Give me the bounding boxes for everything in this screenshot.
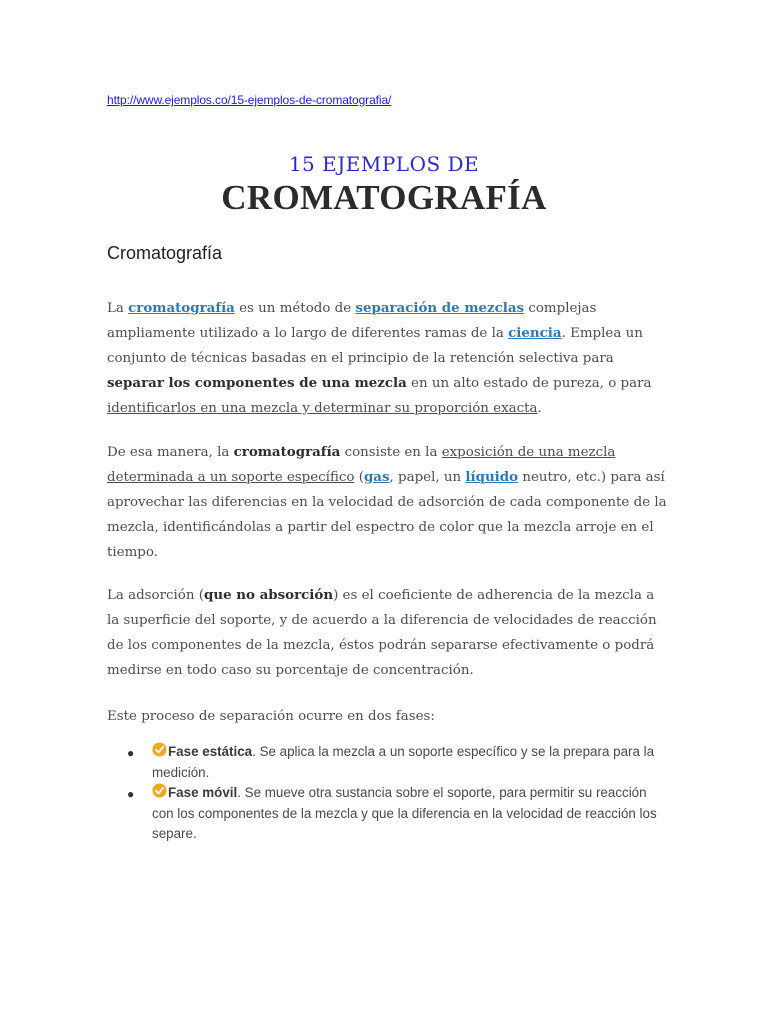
- text: , papel, un: [389, 470, 466, 485]
- list-item: [107, 783, 667, 845]
- underlined-exposicion: exposición de una mezcla determinada a un soporte específico: [107, 445, 616, 485]
- paragraph-fases-intro: Este proceso de separación ocurre en dos fases:: [107, 709, 435, 724]
- bullet-bold-fase-estatica: Fase estática: [168, 744, 253, 759]
- paragraph-definition: [107, 440, 667, 565]
- text: . Emplea un conjunto de técnicas basadas en el principio de la retención selectiva para: [107, 326, 643, 366]
- paragraph-intro: [107, 296, 667, 421]
- check-circle-icon: [152, 783, 167, 798]
- link-gas[interactable]: gas: [363, 469, 390, 485]
- source-url-link[interactable]: http://www.ejemplos.co/15-ejemplos-de-cromatografia/: [107, 93, 392, 107]
- link-liquido[interactable]: líquido: [465, 469, 519, 485]
- list-item: [107, 742, 667, 783]
- text: es un método de: [234, 301, 356, 316]
- text: en un alto estado de pureza, o para: [406, 376, 652, 391]
- bold-cromatografia: cromatografía: [233, 444, 341, 460]
- text: neutro, etc.) para así aprovechar las diferencias en la velocidad de adsorción de cada componente de la mezcla, identificándolas a partir del espectro de color que la mezcla arroje en el tiempo.: [107, 470, 667, 560]
- text: La adsorción (: [107, 588, 204, 603]
- bullet-bold-fase-movil: Fase móvil: [168, 785, 238, 800]
- check-circle-icon: [152, 742, 167, 757]
- text: La: [107, 301, 129, 316]
- bullet-dot: ●: [127, 746, 135, 760]
- bullet-text: . Se aplica la mezcla a un soporte específico y se la prepara para la medición.: [152, 744, 655, 780]
- text: De esa manera, la: [107, 445, 234, 460]
- bullet-dot: ●: [127, 787, 135, 801]
- link-cromatografia[interactable]: cromatografía: [128, 300, 235, 316]
- bullet-text: . Se mueve otra sustancia sobre el soporte, para permitir su reacción con los componentes de la mezcla y que la diferencia en la velocidad de reacción los separe.: [152, 785, 657, 841]
- bold-separar: separar los componentes de una mezcla: [107, 375, 407, 391]
- link-ciencia[interactable]: ciencia: [508, 325, 562, 341]
- underlined-identificar: identificarlos en una mezcla y determinar su proporción exacta: [107, 401, 538, 416]
- link-separacion-de-mezclas[interactable]: separación de mezclas: [355, 300, 525, 316]
- section-heading: Cromatografía: [107, 243, 223, 263]
- text: ) es el coeficiente de adherencia de la mezcla a la superficie del soporte, y de acuerdo a la diferencia de velocidades de reacción de los componentes de la mezcla, éstos podrán separarse efectivamente o podrá medirse en todo caso su porcentaje de concentración.: [107, 588, 657, 678]
- phases-list: [107, 742, 667, 845]
- text: consiste en la: [340, 445, 442, 460]
- text: (: [354, 470, 364, 485]
- title-small: 15 EJEMPLOS DE: [288, 152, 480, 176]
- bold-no-absorcion: que no absorción: [203, 587, 334, 603]
- text: .: [537, 401, 542, 416]
- text: complejas ampliamente utilizado a lo largo de diferentes ramas de la: [107, 301, 597, 341]
- title-big: CROMATOGRAFÍA: [221, 178, 547, 217]
- paragraph-adsorcion: [107, 583, 667, 683]
